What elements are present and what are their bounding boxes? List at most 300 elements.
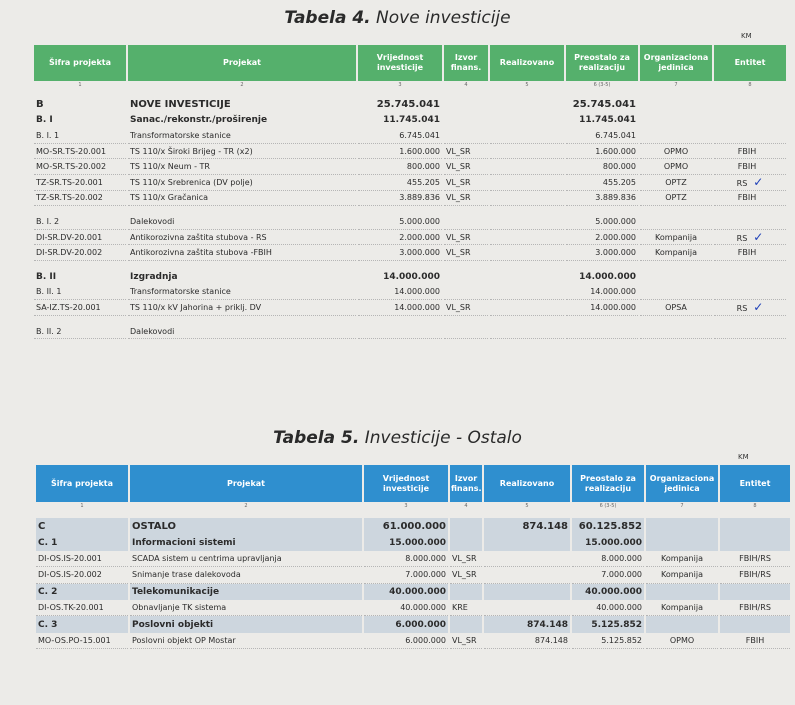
entity <box>720 534 790 550</box>
project-name <box>128 144 356 160</box>
remaining-amount <box>566 324 638 340</box>
funding-source <box>450 633 482 649</box>
investment-value-text: 2.000.000 <box>399 232 440 242</box>
project-code <box>34 324 126 340</box>
header-organizaciona: Organizaciona jedinica <box>640 45 712 81</box>
investment-value <box>358 144 442 160</box>
spacer-row <box>36 510 790 518</box>
investment-value <box>358 245 442 261</box>
remaining-amount <box>572 584 644 600</box>
project-name-text: NOVE INVESTICIJE <box>130 99 231 111</box>
project-name <box>130 633 362 649</box>
funding-source <box>444 113 488 129</box>
remaining-amount <box>566 230 638 246</box>
org-unit <box>646 551 718 567</box>
org-unit-text: OPTZ <box>665 177 687 187</box>
org-unit <box>640 245 712 261</box>
project-name <box>130 600 362 616</box>
header-preostalo: Preostalo za realizaciju <box>566 45 638 81</box>
project-code-text: C. 3 <box>38 619 58 630</box>
project-name-text: TS 110/x Neum - TR <box>130 162 210 172</box>
entity <box>714 300 786 316</box>
realized-amount <box>490 269 564 285</box>
org-unit <box>640 285 712 301</box>
col-number: 4 <box>464 503 468 509</box>
entity-text: FBIH <box>737 193 757 203</box>
realized-amount <box>490 245 564 261</box>
realized-amount-text: 874.148 <box>527 619 568 630</box>
table-row <box>34 128 786 144</box>
col-number: 5 <box>525 503 529 509</box>
remaining-amount-text: 1.600.000 <box>595 146 636 156</box>
spacer-cell <box>34 89 786 97</box>
project-code <box>36 633 128 649</box>
spacer-cell <box>34 261 786 269</box>
table5-currency-label: KM <box>738 453 749 461</box>
table-row <box>34 269 786 285</box>
funding-source <box>450 584 482 600</box>
investment-value-text: 40.000.000 <box>389 586 446 597</box>
remaining-amount-text: 800.000 <box>602 162 636 172</box>
org-unit <box>640 159 712 175</box>
table4 <box>32 45 788 339</box>
project-code <box>34 144 126 160</box>
remaining-amount-text: 3.000.000 <box>595 248 636 258</box>
entity-text: RS <box>736 304 748 314</box>
remaining-amount-text: 455.205 <box>602 177 636 187</box>
project-name-text: TS 110/x Srebrenica (DV polje) <box>130 177 253 187</box>
table5-header-row <box>36 465 790 502</box>
investment-value <box>358 285 442 301</box>
entity <box>714 128 786 144</box>
table-row <box>36 567 790 583</box>
funding-source-text: VL_SR <box>446 302 471 312</box>
project-code <box>34 245 126 261</box>
funding-source <box>444 230 488 246</box>
entity <box>720 616 790 632</box>
remaining-amount-text: 5.125.852 <box>601 635 642 645</box>
investment-value-text: 14.000.000 <box>394 302 440 312</box>
realized-amount <box>490 191 564 207</box>
project-name-text: TS 110/x Široki Brijeg - TR (x2) <box>130 146 253 156</box>
project-name-text: Telekomunikacije <box>132 586 220 597</box>
header-sifra: Šifra projekta <box>36 465 128 502</box>
remaining-amount-text: 11.745.041 <box>579 115 636 126</box>
spacer-cell <box>34 206 786 214</box>
realized-amount <box>484 616 570 632</box>
investment-value <box>364 551 448 567</box>
table5-caption-text: Investicije - Ostalo <box>364 428 522 448</box>
investment-value-text: 40.000.000 <box>400 603 446 613</box>
project-name-text: Poslovni objekti <box>132 619 214 630</box>
table4-currency-label: KM <box>741 32 752 40</box>
entity-text: FBIH <box>745 635 765 645</box>
project-code <box>34 159 126 175</box>
project-code-text: B. II <box>36 271 57 282</box>
investment-value <box>358 214 442 230</box>
realized-amount <box>490 128 564 144</box>
funding-source <box>444 128 488 144</box>
header-realizovano: Realizovano <box>490 45 564 81</box>
org-unit-text: OPMO <box>663 146 689 156</box>
project-code-text: DI-SR.DV-20.001 <box>36 232 103 242</box>
remaining-amount-text: 14.000.000 <box>590 287 636 297</box>
entity-text: FBIH/RS <box>739 570 771 580</box>
funding-source <box>444 159 488 175</box>
org-unit-text: Kompanija <box>661 603 703 613</box>
project-code <box>34 230 126 246</box>
table-row <box>34 214 786 230</box>
table5-column-numbers <box>36 502 790 510</box>
org-unit <box>640 300 712 316</box>
project-code-text: DI-SR.DV-20.002 <box>36 248 103 258</box>
investment-value <box>364 600 448 616</box>
checkmark-icon: ✓ <box>753 300 764 315</box>
table-row <box>34 245 786 261</box>
investment-value-text: 61.000.000 <box>382 520 446 532</box>
org-unit <box>640 214 712 230</box>
table4-caption-number: Tabela 4. <box>284 8 371 28</box>
project-name <box>128 191 356 207</box>
remaining-amount-text: 8.000.000 <box>601 553 642 563</box>
remaining-amount <box>566 269 638 285</box>
org-unit <box>646 633 718 649</box>
funding-source <box>450 616 482 632</box>
project-name-text: Snimanje trase dalekovoda <box>132 570 241 580</box>
entity <box>714 324 786 340</box>
entity-text: RS <box>736 179 748 189</box>
header-organizaciona: Organizaciona jedinica <box>646 465 718 502</box>
remaining-amount <box>572 633 644 649</box>
project-name <box>128 269 356 285</box>
investment-value <box>364 633 448 649</box>
project-code <box>34 269 126 285</box>
project-name <box>128 97 356 113</box>
org-unit <box>646 600 718 616</box>
entity-text: FBIH <box>737 162 757 172</box>
spacer-row <box>34 206 786 214</box>
col-number: 2 <box>240 82 244 88</box>
funding-source <box>444 97 488 113</box>
org-unit <box>640 191 712 207</box>
investment-value-text: 8.000.000 <box>405 553 446 563</box>
project-name <box>128 159 356 175</box>
remaining-amount-text: 2.000.000 <box>595 232 636 242</box>
project-name-text: Transformatorske stanice <box>130 287 231 297</box>
investment-value <box>364 567 448 583</box>
project-name-text: TS 110/x Gračanica <box>130 193 209 203</box>
project-name <box>128 245 356 261</box>
funding-source-text: VL_SR <box>446 146 471 156</box>
project-code <box>36 600 128 616</box>
org-unit <box>640 175 712 191</box>
project-name <box>128 285 356 301</box>
project-name-text: TS 110/x kV Jahorina + priklj. DV <box>130 302 262 312</box>
col-number: 7 <box>680 503 684 509</box>
table-row <box>34 97 786 113</box>
realized-amount <box>490 144 564 160</box>
remaining-amount <box>566 300 638 316</box>
project-code-text: TZ-SR.TS-20.001 <box>36 177 103 187</box>
header-projekat: Projekat <box>130 465 362 502</box>
header-entitet: Entitet <box>720 465 790 502</box>
project-code <box>34 214 126 230</box>
col-number: 8 <box>753 503 757 509</box>
investment-value-text: 6.745.041 <box>399 130 440 140</box>
project-code-text: TZ-SR.TS-20.002 <box>36 193 103 203</box>
project-code <box>36 584 128 600</box>
project-code <box>36 551 128 567</box>
table-row <box>34 175 786 191</box>
org-unit-text: OPMO <box>663 162 689 172</box>
funding-source-text: VL_SR <box>446 162 471 172</box>
table-row <box>34 285 786 301</box>
entity <box>714 175 786 191</box>
entity <box>714 113 786 129</box>
remaining-amount-text: 5.000.000 <box>595 216 636 226</box>
entity <box>714 191 786 207</box>
table-row <box>36 518 790 534</box>
table5-caption <box>0 428 795 448</box>
investment-value <box>358 175 442 191</box>
remaining-amount <box>572 600 644 616</box>
spacer-cell <box>36 510 790 518</box>
remaining-amount <box>572 518 644 534</box>
funding-source <box>444 191 488 207</box>
investment-value <box>364 534 448 550</box>
project-code-text: B. II. 2 <box>36 326 62 336</box>
investment-value-text: 14.000.000 <box>394 287 440 297</box>
project-name-text: Poslovni objekt OP Mostar <box>132 635 236 645</box>
remaining-amount <box>572 534 644 550</box>
table-row <box>34 230 786 246</box>
header-entitet: Entitet <box>714 45 786 81</box>
investment-value <box>364 584 448 600</box>
col-number: 6 (3-5) <box>593 82 611 88</box>
project-name-text: Informacioni sistemi <box>132 537 236 548</box>
funding-source-text: VL_SR <box>446 193 471 203</box>
realized-amount <box>490 159 564 175</box>
remaining-amount <box>572 551 644 567</box>
project-name <box>130 567 362 583</box>
spacer-row <box>34 89 786 97</box>
col-number: 1 <box>78 82 82 88</box>
project-code-text: MO-SR.TS-20.002 <box>36 162 107 172</box>
funding-source <box>450 567 482 583</box>
org-unit-text: Kompanija <box>661 570 703 580</box>
investment-value <box>358 128 442 144</box>
header-preostalo: Preostalo za realizaciju <box>572 465 644 502</box>
project-code-text: DI-OS.IS-20.002 <box>38 570 102 580</box>
org-unit-text: OPSA <box>665 302 687 312</box>
remaining-amount-text: 14.000.000 <box>590 302 636 312</box>
entity <box>720 567 790 583</box>
funding-source-text: VL_SR <box>452 635 477 645</box>
remaining-amount <box>572 567 644 583</box>
col-number: 5 <box>525 82 529 88</box>
project-code <box>34 113 126 129</box>
remaining-amount-text: 40.000.000 <box>596 603 642 613</box>
org-unit <box>646 616 718 632</box>
entity <box>720 600 790 616</box>
remaining-amount <box>572 616 644 632</box>
org-unit <box>646 567 718 583</box>
org-unit <box>646 534 718 550</box>
investment-value <box>358 159 442 175</box>
remaining-amount-text: 6.745.041 <box>595 130 636 140</box>
project-name <box>128 230 356 246</box>
realized-amount <box>484 518 570 534</box>
investment-value-text: 1.600.000 <box>399 146 440 156</box>
project-code-text: MO-SR.TS-20.001 <box>36 146 107 156</box>
investment-value-text: 6.000.000 <box>405 635 446 645</box>
header-vrijednost: Vrijednost investicije <box>358 45 442 81</box>
project-name <box>130 518 362 534</box>
checkmark-icon: ✓ <box>753 230 764 245</box>
realized-amount <box>484 633 570 649</box>
project-code <box>34 97 126 113</box>
header-izvor: Izvor finans. <box>450 465 482 502</box>
entity <box>714 230 786 246</box>
project-code <box>34 191 126 207</box>
project-name-text: Sanac./rekonstr./proširenje <box>130 115 268 126</box>
entity <box>720 518 790 534</box>
remaining-amount-text: 40.000.000 <box>585 586 642 597</box>
funding-source-text: VL_SR <box>452 553 477 563</box>
realized-amount <box>484 567 570 583</box>
funding-source <box>444 269 488 285</box>
org-unit <box>640 97 712 113</box>
remaining-amount-text: 7.000.000 <box>601 570 642 580</box>
remaining-amount-text: 14.000.000 <box>579 271 636 282</box>
org-unit <box>640 324 712 340</box>
investment-value-text: 800.000 <box>406 162 440 172</box>
realized-amount <box>490 113 564 129</box>
project-name <box>130 551 362 567</box>
realized-amount <box>484 584 570 600</box>
org-unit <box>640 128 712 144</box>
project-name-text: Transformatorske stanice <box>130 130 231 140</box>
realized-amount <box>490 175 564 191</box>
realized-amount <box>490 285 564 301</box>
remaining-amount-text: 15.000.000 <box>585 537 642 548</box>
project-code-text: DI-OS.TK-20.001 <box>38 603 104 613</box>
table-row <box>34 144 786 160</box>
entity <box>714 214 786 230</box>
funding-source <box>450 534 482 550</box>
project-code-text: B <box>36 99 44 111</box>
funding-source <box>444 300 488 316</box>
realized-amount <box>490 97 564 113</box>
realized-amount <box>484 534 570 550</box>
entity-text: FBIH <box>737 146 757 156</box>
project-name-text: OSTALO <box>132 520 177 532</box>
org-unit <box>646 518 718 534</box>
project-name <box>128 175 356 191</box>
org-unit <box>640 113 712 129</box>
investment-value <box>358 300 442 316</box>
project-code <box>36 534 128 550</box>
project-code-text: DI-OS.IS-20.001 <box>38 553 102 563</box>
project-name-text: Dalekovodi <box>130 216 175 226</box>
project-code <box>36 518 128 534</box>
entity <box>714 285 786 301</box>
spacer-row <box>34 261 786 269</box>
project-code-text: B. I <box>36 115 53 126</box>
entity-text: FBIH <box>737 248 757 258</box>
table5-body <box>36 502 790 649</box>
project-code-text: B. I. 1 <box>36 130 60 140</box>
funding-source <box>444 245 488 261</box>
project-name <box>128 300 356 316</box>
entity <box>714 245 786 261</box>
entity-text: FBIH/RS <box>739 603 771 613</box>
realized-amount <box>484 600 570 616</box>
entity <box>720 633 790 649</box>
funding-source <box>444 285 488 301</box>
project-code <box>36 567 128 583</box>
remaining-amount <box>566 97 638 113</box>
project-code-text: C. 2 <box>38 586 58 597</box>
funding-source-text: VL_SR <box>446 232 471 242</box>
entity <box>714 159 786 175</box>
table4-caption <box>0 8 795 28</box>
project-code <box>34 175 126 191</box>
investment-value <box>358 97 442 113</box>
funding-source <box>450 600 482 616</box>
remaining-amount <box>566 144 638 160</box>
realized-amount-text: 874.148 <box>522 520 568 532</box>
entity <box>720 584 790 600</box>
investment-value <box>358 324 442 340</box>
col-number: 4 <box>464 82 468 88</box>
table-row <box>36 584 790 600</box>
header-projekat: Projekat <box>128 45 356 81</box>
remaining-amount-text: 3.889.836 <box>595 193 636 203</box>
table4-header-row <box>34 45 786 81</box>
funding-source <box>444 214 488 230</box>
funding-source-text: KRE <box>452 603 468 613</box>
investment-value-text: 455.205 <box>406 177 440 187</box>
org-unit-text: OPTZ <box>665 193 687 203</box>
realized-amount-text: 874.148 <box>534 635 568 645</box>
org-unit <box>640 144 712 160</box>
realized-amount <box>484 551 570 567</box>
table4-caption-text: Nove investicije <box>376 8 511 28</box>
project-name-text: SCADA sistem u centrima upravljanja <box>132 553 282 563</box>
project-code <box>34 128 126 144</box>
header-izvor: Izvor finans. <box>444 45 488 81</box>
entity <box>720 551 790 567</box>
project-name-text: Izgradnja <box>130 271 178 282</box>
table5-caption-number: Tabela 5. <box>273 428 360 448</box>
project-name <box>130 534 362 550</box>
realized-amount <box>490 300 564 316</box>
col-number: 1 <box>80 503 84 509</box>
org-unit <box>640 230 712 246</box>
investment-value-text: 5.000.000 <box>399 216 440 226</box>
funding-source-text: VL_SR <box>446 177 471 187</box>
funding-source <box>450 518 482 534</box>
col-number: 3 <box>398 82 402 88</box>
remaining-amount <box>566 245 638 261</box>
funding-source <box>444 144 488 160</box>
project-code <box>34 285 126 301</box>
col-number: 7 <box>674 82 678 88</box>
project-name-text: Obnavljanje TK sistema <box>132 603 227 613</box>
funding-source-text: VL_SR <box>446 248 471 258</box>
investment-value <box>358 269 442 285</box>
